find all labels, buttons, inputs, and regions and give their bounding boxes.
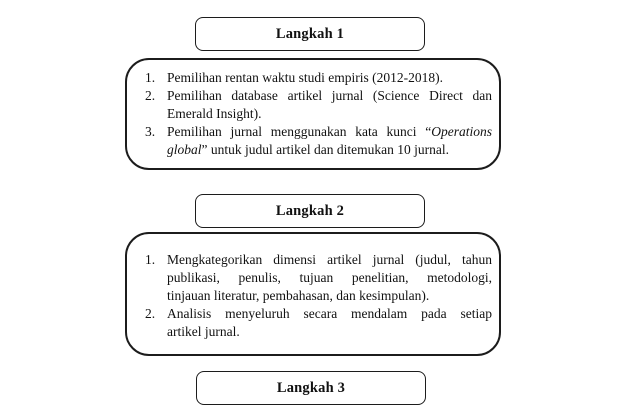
list-item — [145, 69, 492, 87]
list-item-text — [167, 123, 492, 159]
list-item-line: Pemilihan rentan waktu studi empiris (2012-2018). — [167, 70, 443, 85]
list-item-line: tinjauan literatur, pembahasan, dan kesimpulan). — [167, 288, 430, 303]
list-item-line: Analisis menyeluruh secara mendalam pada setiap — [167, 306, 492, 321]
list-item-number: 1. — [145, 70, 156, 85]
step-3-label: Langkah 3 — [276, 379, 346, 396]
step-2-label: Langkah 2 — [275, 202, 345, 219]
list-item-line: Pemilihan database artikel jurnal (Science Direct dan — [167, 88, 492, 103]
list-item — [145, 305, 492, 341]
list-item-text — [167, 305, 492, 341]
step-2-label-box — [195, 194, 425, 228]
list-item-line: Mengkategorikan dimensi artikel jurnal (judul, tahun — [167, 252, 492, 267]
list-item — [145, 87, 492, 123]
list-item-number: 2. — [145, 88, 156, 103]
list-item-number: 3. — [145, 124, 156, 139]
list-item-line: artikel jurnal. — [167, 324, 240, 339]
step-2-content-box — [125, 232, 501, 356]
list-item-number: 1. — [145, 252, 156, 267]
list-item-text — [167, 69, 492, 87]
list-item-line: publikasi, penulis, tujuan penelitian, metodologi, — [167, 270, 492, 285]
step-3-label-box — [196, 371, 426, 405]
list-item — [145, 251, 492, 305]
list-item — [145, 123, 492, 159]
step-1-content-box — [125, 58, 501, 170]
list-item-number: 2. — [145, 306, 156, 321]
list-item-text — [167, 251, 492, 305]
step-1-label: Langkah 1 — [275, 25, 345, 42]
step-1-label-box — [195, 17, 425, 51]
list-item-line: Emerald Insight). — [167, 106, 262, 121]
list-item-text — [167, 87, 492, 123]
list-item-line: global” untuk judul artikel dan ditemukan 10 jurnal. — [167, 142, 449, 157]
list-item-line: Pemilihan jurnal menggunakan kata kunci “Operations — [167, 124, 492, 139]
